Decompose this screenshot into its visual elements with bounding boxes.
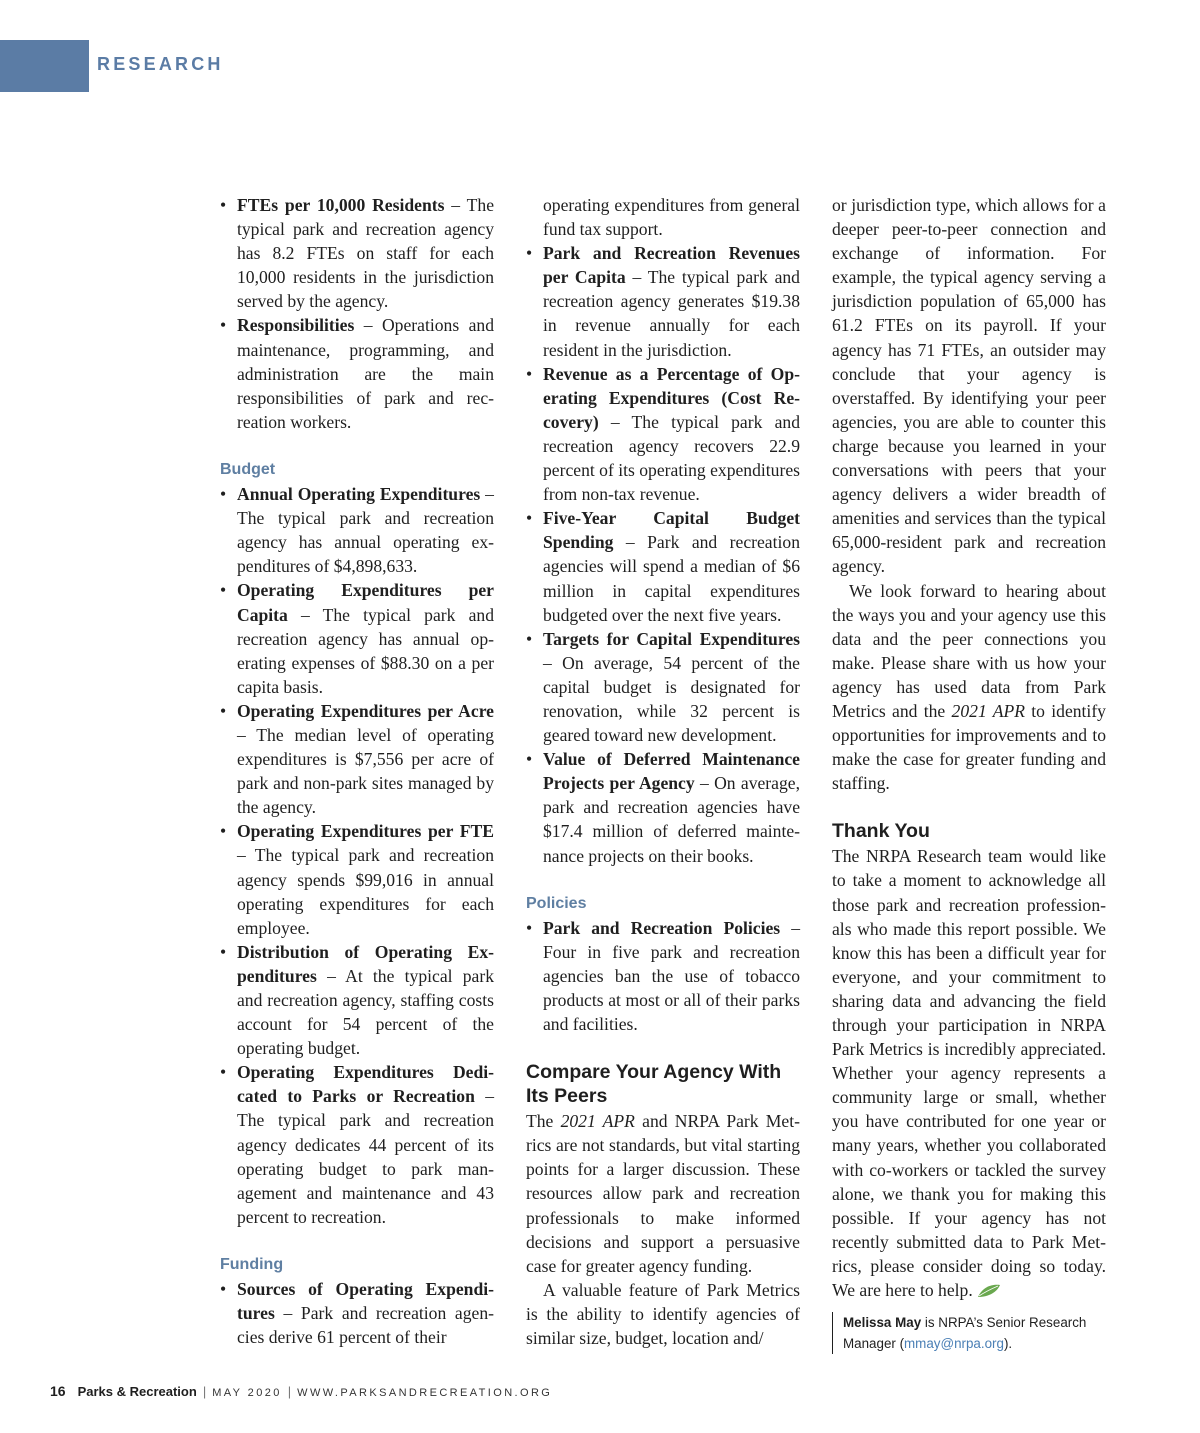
page-number: 16 [50, 1383, 66, 1399]
list-item: • Sources of Operating Expenditures – Park and recreation agencies derive 61 percent of their [220, 1277, 494, 1349]
list-item: • Value of Deferred Maintenance Projects per Agency – On average, park and recreation agencies have $17.4 million of deferred maintenance projects on their books. [526, 747, 800, 867]
compare-paragraph-1: The 2021 APR and NRPA Park Metrics are not standards, but vital starting points for a larger discussion. These resources allow park and recreation professionals to make informed decisions and support a persuasive case for greater agency funding. [526, 1111, 800, 1276]
list-item: • Revenue as a Percentage of Operating Expenditures (Cost Recovery) – The typical park and recreation agency recovers 22.9 percent of its operating expenditures from non-tax revenue. [526, 362, 800, 507]
section-label: RESEARCH [97, 54, 224, 74]
website-url: WWW.PARKSANDRECREATION.ORG [297, 1387, 553, 1399]
list-item: • Annual Operating Expenditures – The typical park and recreation agency has annual operating expenditures of $4,898,633. [220, 482, 494, 578]
list-item-continued: operating expenditures from general fund tax support. [543, 195, 800, 240]
list-item: • FTEs per 10,000 Residents – The typical park and recreation agency has 8.2 FTEs on staff for each 10,000 residents in the jurisdiction served by the agency. [220, 193, 494, 313]
list-item: • Park and Recreation Policies – Four in five park and recreation agencies ban the use of tobacco products at most or all of their parks and facilities. [526, 916, 800, 1036]
column-2 [526, 193, 800, 1350]
list-item: • Targets for Capital Expenditures – On average, 54 percent of the capital budget is designated for renovation, while 32 percent is geared toward new development. [526, 627, 800, 747]
magazine-name: Parks & Recreation [77, 1384, 197, 1399]
budget-heading: Budget [220, 460, 276, 478]
thank-you-heading: Thank You [832, 820, 930, 843]
column-3 [832, 193, 1106, 1354]
compare-paragraph-2: A valuable feature of Park Metrics is the ability to identify agencies of similar size, budget, location and/ [526, 1279, 800, 1349]
header-color-block [0, 40, 89, 92]
forward-paragraph: We look forward to hearing about the ways you and your agency use this data and the peer connections you make. Please share with us how your agency has used data from Park Metrics and the 2021 APR to identify opportunities for improvements and to make the case for greater funding and staffing. [832, 580, 1106, 794]
compare-heading: Compare Your Agency With Its Peers [526, 1061, 782, 1108]
author-email-link[interactable]: mmay@nrpa.org [904, 1336, 1004, 1352]
funding-heading: Funding [220, 1255, 284, 1273]
thank-you-paragraph: The NRPA Research team would like to take a moment to acknowledge all those park and recreation professionals who made this report possible. We know this has been a difficult year for everyone, and your commitment to sharing data and advancing the field through your participation in NRPA Park Metrics is incredibly appreciated. Whether your agency represents a community large or small, whether you have contributed for one year or many years, whether you collaborated with co-workers or tackled the survey alone, we thank you for making this possible. If your agency has not recently submitted data to Park Metrics, please consider doing so today. We are here to help. [832, 844, 1106, 1304]
list-item: • Five-Year Capital Budget Spending – Park and recreation agencies will spend a median of $6 million in capital expenditures budgeted over the next five years. [526, 506, 800, 626]
list-item: • Park and Recreation Revenues per Capita – The typical park and recreation agency generates $19.38 in revenue annually for each resident in the jurisdiction. [526, 241, 800, 361]
issue-date: MAY 2020 [212, 1387, 282, 1399]
column-1 [220, 193, 494, 1349]
list-item: • Responsibilities – Operations and maintenance, programming, and administration are the main responsibilities of park and recreation workers. [220, 313, 494, 433]
policies-heading: Policies [526, 894, 587, 912]
list-item: • Operating Expenditures per Capita – The typical park and recreation agency has annual operating expenses of $88.30 on a per capita basis. [220, 578, 494, 698]
leaf-icon [977, 1280, 1001, 1304]
list-item: • Operating Expenditures per FTE – The typical park and recreation agency spends $99,016 in annual operating expenditures for each employee. [220, 819, 494, 939]
list-item: • Distribution of Operating Expenditures – At the typical park and recreation agency, staffing costs account for 54 percent of the operating budget. [220, 940, 494, 1060]
list-item: • Operating Expenditures Dedicated to Parks or Recreation – The typical park and recreation agency dedicates 44 percent of its operating budget to park management and maintenance and 43 percent to recreation. [220, 1060, 494, 1229]
list-item: • Operating Expenditures per Acre – The median level of operating expenditures is $7,556 per acre of park and non-park sites managed by the agency. [220, 699, 494, 819]
author-bio: Melissa May is NRPA’s Senior Research Manager (mmay@nrpa.org). [832, 1312, 1106, 1354]
peer-paragraph: or jurisdiction type, which allows for a deeper peer-to-peer connection and exchange of information. For example, the typical agency serving a jurisdiction population of 65,000 has 61.2 FTEs on its payroll. If your agency has 71 FTEs, an outsider may conclude that your agency is overstaffed. By identifying your peer agencies, you are able to counter this charge because you learned in your conversations with peers that your agency delivers a wider breadth of amenities and services than the typical 65,000-resident park and recreation agency. [832, 195, 1106, 577]
page-footer: 16 Parks & Recreation | MAY 2020 | WWW.PARKSANDRECREATION.ORG [50, 1383, 553, 1399]
